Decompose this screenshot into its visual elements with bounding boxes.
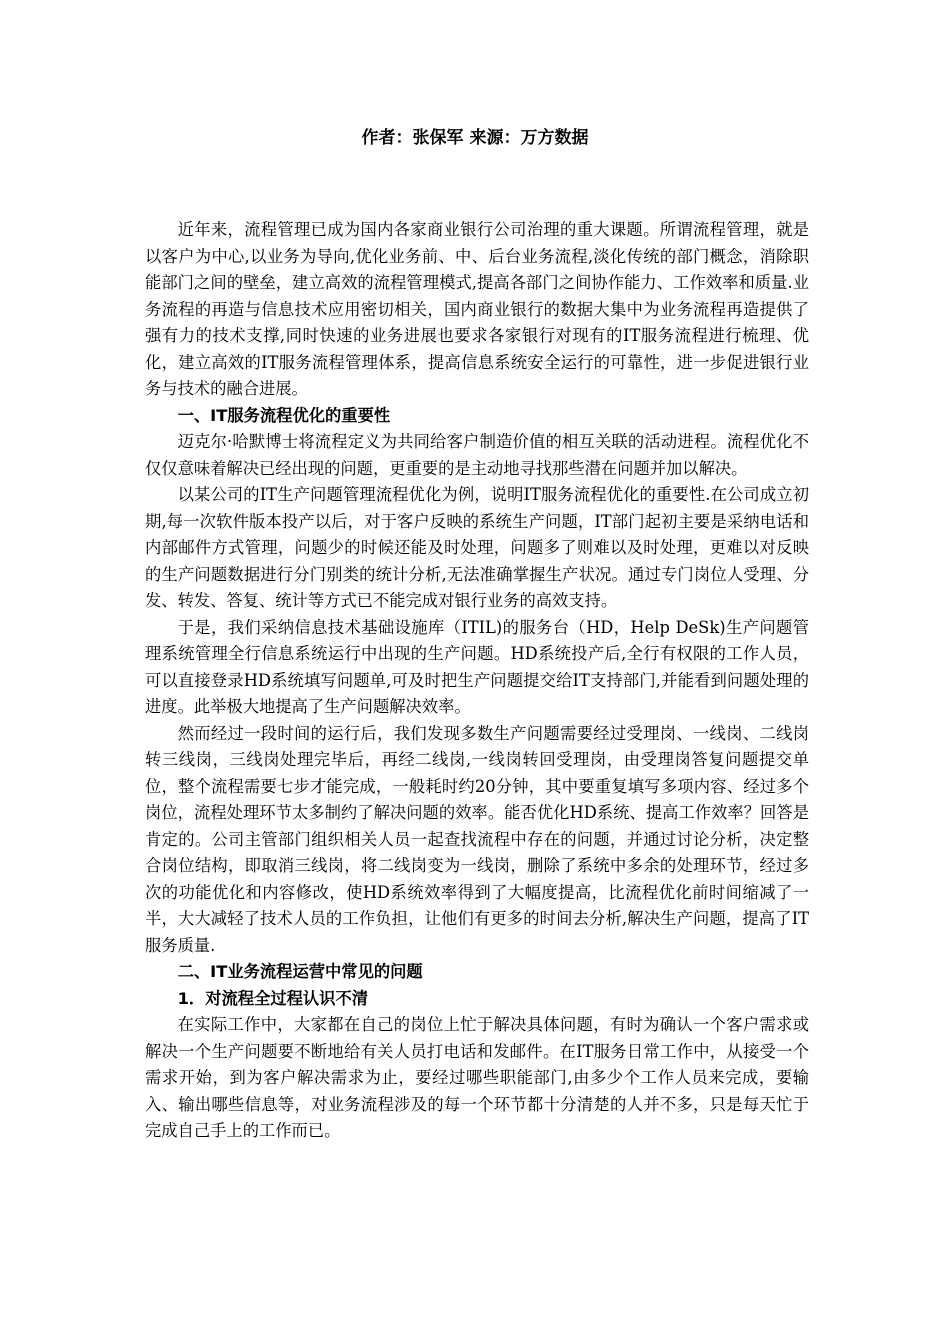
byline: 作者：张保军 来源：万方数据 bbox=[361, 128, 589, 148]
paragraph: 迈克尔·哈默博士将流程定义为共同给客户制造价值的相互关联的活动进程。流程优化不仅仅意味着解决已经出现的问题，更重要的是主动地寻找那些潜在问题并加以解决。 bbox=[145, 432, 809, 478]
article-body bbox=[145, 217, 809, 1145]
section-heading-2: 二、IT业务流程运营中常见的问题 bbox=[177, 962, 423, 981]
section-heading-1: 一、IT服务流程优化的重要性 bbox=[177, 405, 391, 425]
paragraph: 以某公司的IT生产问题管理流程优化为例，说明IT服务流程优化的重要性.在公司成立初期,每一次软件版本投产以后，对于客户反映的系统生产问题，IT部门起初主要是采纳电话和内部邮件方式管理，问题少的时候还能及时处理，问题多了则难以及时处理，更难以对反映的生产问题数据进行分门别类的统计分析,无法准确掌握生产状况。通过专门岗位人受理、分发、转发、答复、统计等方式已不能完成对银行业务的高效支持。 bbox=[145, 485, 809, 610]
paragraph: 于是，我们采纳信息技术基础设施库（ITIL)的服务台（HD，Help DeSk)生产问题管理系统管理全行信息系统运行中出现的生产问题。HD系统投产后,全行有权限的工作人员，可以直接登录HD系统填写问题单,可及时把生产问题提交给IT支持部门,并能看到问题处理的进度。此举极大地提高了生产问题解决效率。 bbox=[145, 617, 809, 716]
paragraph: 然而经过一段时间的运行后，我们发现多数生产问题需要经过受理岗、一线岗、二线岗转三线岗，三线岗处理完毕后，再经二线岗,一线岗转回受理岗，由受理岗答复问题提交单位，整个流程需要七步才能完成，一般耗时约20分钟，其中要重复填写多项内容、经过多个岗位，流程处理环节太多制约了解决问题的效率。能否优化HD系统、提高工作效率？回答是肯定的。公司主管部门组织相关人员一起查找流程中存在的问题，并通过讨论分析，决定整合岗位结构，即取消三线岗，将二线岗变为一线岗，删除了系统中多余的处理环节，经过多次的功能优化和内容修改，使HD系统效率得到了大幅度提高，比流程优化前时间缩减了一半，大大减轻了技术人员的工作负担，让他们有更多的时间去分析,解决生产问题，提高了IT服务质量. bbox=[145, 723, 809, 955]
paragraph-intro: 近年来，流程管理已成为国内各家商业银行公司治理的重大课题。所谓流程管理，就是以客户为中心,以业务为导向,优化业务前、中、后台业务流程,淡化传统的部门概念，消除职能部门之间的壁垒，建立高效的流程管理模式,提高各部门之间协作能力、工作效率和质量.业务流程的再造与信息技术应用密切相关，国内商业银行的数据大集中为业务流程再造提供了强有力的技术支撑,同时快速的业务进展也要求各家银行对现有的IT服务流程进行梳理、优化，建立高效的IT服务流程管理体系，提高信息系统安全运行的可靠性，进一步促进银行业务与技术的融合进展。 bbox=[145, 220, 809, 398]
paragraph: 在实际工作中，大家都在自己的岗位上忙于解决具体问题，有时为确认一个客户需求或解决一个生产问题要不断地给有关人员打电话和发邮件。在IT服务日常工作中，从接受一个需求开始，到为客户解决需求为止，要经过哪些职能部门,由多少个工作人员来完成，要输入、输出哪些信息等，对业务流程涉及的每一个环节都十分清楚的人并不多，只是每天忙于完成自己手上的工作而已。 bbox=[145, 1015, 809, 1140]
subsection-heading-2-1: 1．对流程全过程认识不清 bbox=[177, 988, 369, 1008]
